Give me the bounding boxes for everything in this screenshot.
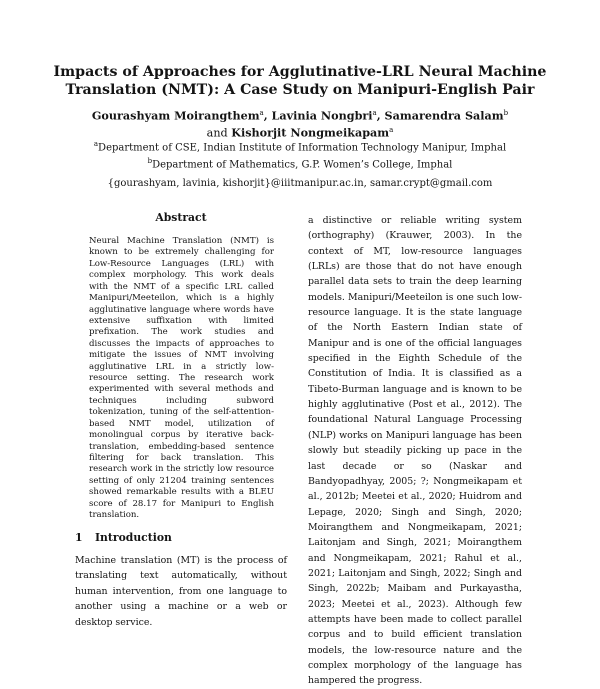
author-separator: , <box>376 108 385 123</box>
author-affiliation-marker: a <box>259 109 264 117</box>
affiliation-line <box>40 155 560 172</box>
author-conjunction: and <box>206 126 232 140</box>
paper-title-line-2: Translation (NMT): A Case Study on Manipuri-English Pair <box>65 81 535 98</box>
section-heading-introduction <box>75 531 287 544</box>
abstract-heading: Abstract <box>155 211 207 224</box>
affiliation-text: Department of CSE, Indian Institute of Information Technology Manipur, Imphal <box>98 142 507 154</box>
author-separator: , <box>263 108 272 123</box>
author-list <box>40 106 560 141</box>
paper-title <box>40 64 560 99</box>
author-emails: {gourashyam, lavinia, kishorjit}@iiitmanipur.ac.in, samar.crypt@gmail.com <box>107 178 493 189</box>
abstract-text: Neural Machine Translation (NMT) is known to be extremely challenging for Low-Resource Languages (LRL) with complex morphology. This work deals with the NMT of a specific LRL called Manipuri/Meeteilon, which is a highly agglutinative language where words have extensive suffixation with limited prefixation. The work studies and discusses the impacts of approaches to mitigate the issues of NMT involving agglutinative LRL in a strictly low-resource setting. The research work experimented with several methods and techniques including subword tokenization, tuning of the self-attention-based NMT model, utilization of monolingual corpus by iterative back-translation, embedding-based sentence filtering for back translation. This research work in the strictly low resource setting of only 21204 training sentences showed remarkable results with a BLEU score of 28.17 for Manipuri to English translation. <box>89 236 274 521</box>
affiliation-text: Department of Mathematics, G.P. Women’s College, Imphal <box>152 159 453 171</box>
paper-title-line-1: Impacts of Approaches for Agglutinative-LRL Neural Machine <box>53 64 547 80</box>
author-affiliation-marker: a <box>389 126 394 135</box>
affiliation-marker: b <box>147 156 153 165</box>
right-column-text: a distinctive or reliable writing system (orthography) (Krauwer, 2003). In the context of MT, low-resource languages (LRLs) are those that do not have enough parallel data sets to train the deep learning models. Manipuri/Meeteilon is one such low-resource language. It is the state language of the North Eastern Indian state of Manipur and is one of the official languages specified in the Eighth Schedule of the Constitution of India. It is classified as a Tibeto-Burman language and is known to be highly agglutinative (Post et al., 2012). The foundational Natural Language Processing (NLP) works on Manipuri language has been slowly but steadily picking up pace in the last decade or so (Naskar and Bandyopadhyay, 2005; ?; Nongmeikapam et al., 2012b; Meetei et al., 2020; Huidrom and Lepage, 2020; Singh and Singh, 2020; Moirangthem and Nongmeikapam, 2021; Laitonjam and Singh, 2021; Moirangthem and Nongmeikapam, 2021; Rahul et al., 2021; Laitonjam and Singh, 2022; Singh and Singh, 2022b; Maibam and Purkayastha, 2023; Meetei et al., 2023). Although few attempts have been made to collect parallel corpus and to build efficient translation models, the low-resource nature and the complex morphology of the language has hampered the progress. <box>308 215 522 687</box>
introduction-text: Machine translation (MT) is the process of translating text automatically, without human intervention, from one language to another using a machine or a web or desktop service. <box>75 555 287 628</box>
author-affiliation-marker: a <box>372 109 377 117</box>
affiliation-marker: a <box>93 140 99 148</box>
section-number: 1 <box>75 531 83 544</box>
affiliation-line <box>40 138 560 155</box>
author-name: Lavinia Nongbri <box>271 108 373 123</box>
author-name: Gourashyam Moirangthem <box>91 108 260 123</box>
section-title: Introduction <box>95 531 172 544</box>
author-name: Samarendra Salam <box>384 108 504 123</box>
author-name: Kishorjit Nongmeikapam <box>231 125 390 140</box>
affiliation-list <box>40 138 560 172</box>
author-affiliation-marker: b <box>503 109 509 117</box>
